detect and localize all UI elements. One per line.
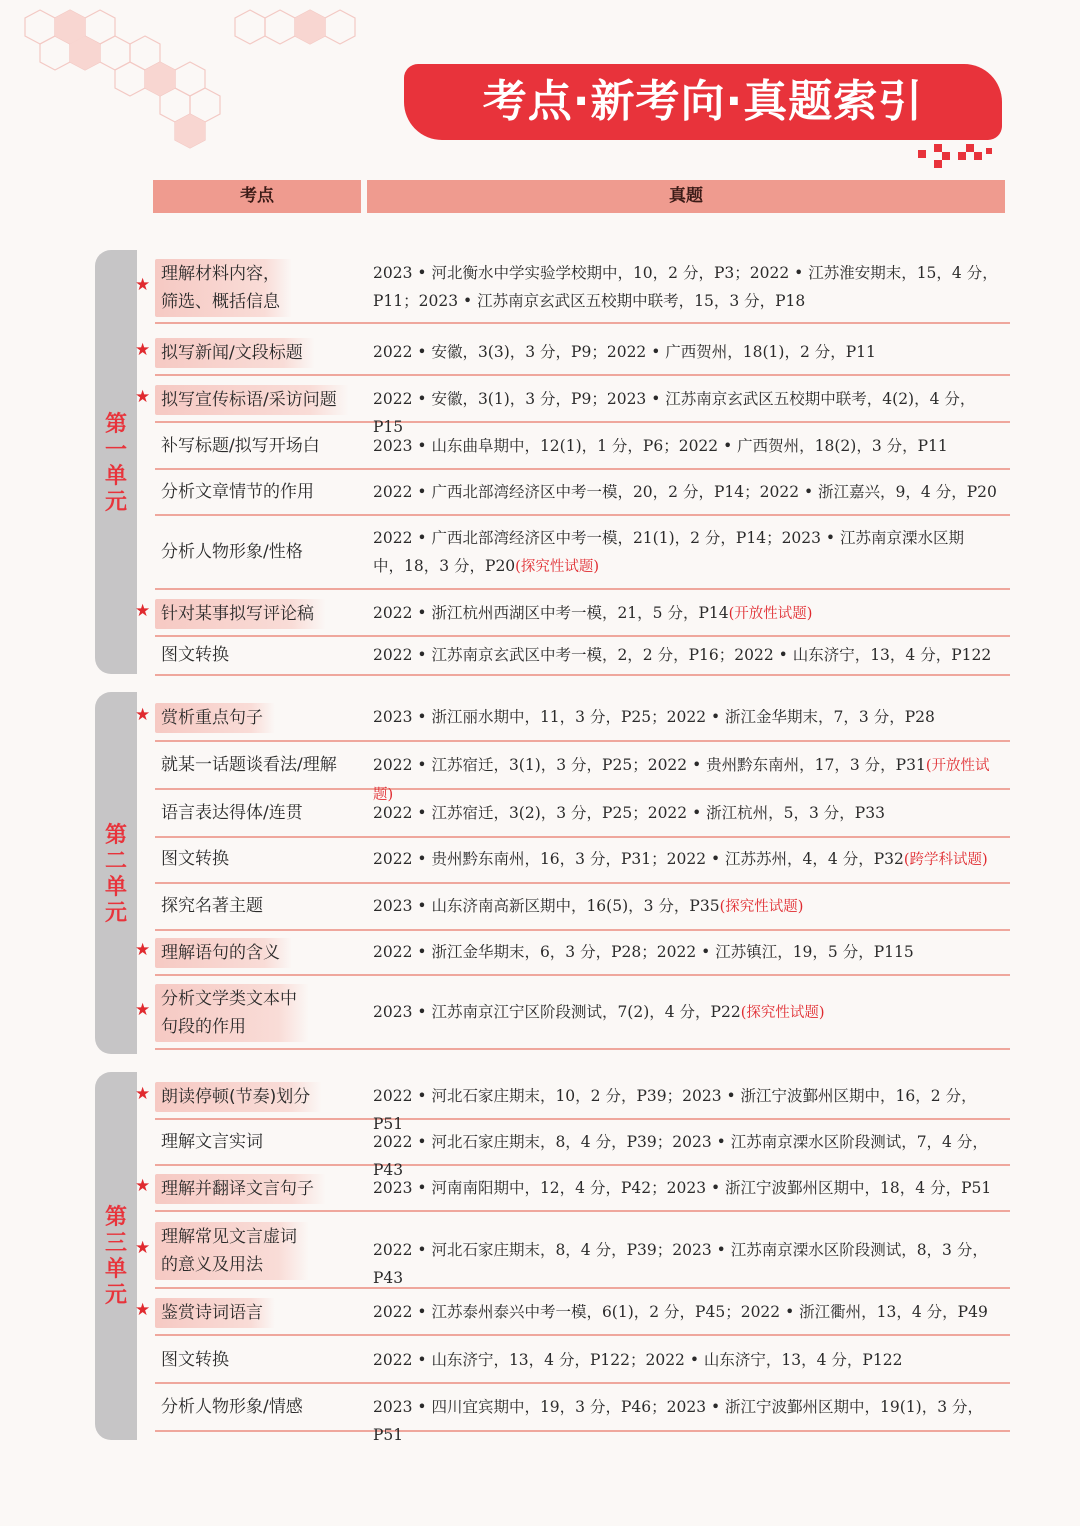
source-text: 2022 • 江苏泰州泰兴中考一模，6(1)，2 分，P45；2022 • 浙江衢州，13，4 分，P49	[373, 1303, 988, 1321]
topic-text: 探究名著主题	[161, 896, 263, 916]
table-row	[155, 742, 1010, 803]
topic-text: 的意义及用法	[161, 1255, 263, 1275]
topic-cell	[155, 641, 355, 669]
topic-cell	[155, 538, 355, 566]
table-row	[155, 1384, 1010, 1444]
topic-cell	[155, 432, 355, 460]
column-header-source: 真题	[367, 180, 1005, 213]
source-text: 2022 • 贵州黔东南州，16，3 分，P31；2022 • 江苏苏州，4，4 分，P32	[373, 850, 904, 868]
topic-text: 补写标题/拟写开场白	[161, 435, 320, 456]
source-text: 2022 • 江苏南京玄武区中考一模，2，2 分，P16；2022 • 山东济宁，13，4 分，P122	[373, 646, 992, 664]
source-cell	[373, 641, 1003, 669]
topic-cell	[155, 1346, 355, 1374]
source-cell	[373, 259, 1003, 315]
table-row	[155, 883, 1010, 931]
question-type-tag: (探究性试题)	[719, 899, 804, 915]
source-cell	[373, 799, 1003, 827]
source-text: 2022 • 浙江杭州西湖区中考一模，21，5 分，P14	[373, 604, 729, 622]
question-type-tag: (探究性试题)	[515, 559, 599, 575]
topic-text: 就某一话题谈看法/理解	[161, 755, 337, 775]
topic-text: 针对某事拟写评论稿	[161, 604, 314, 624]
topic-text: 图文转换	[161, 645, 229, 665]
topic-cell	[155, 385, 355, 415]
source-text: 2022 • 江苏宿迁，3(1)，3 分，P25；2022 • 贵州黔东南州，17，3 分，P31	[373, 756, 926, 774]
table-row	[135, 1290, 1010, 1336]
topic-text: 理解材料内容，	[161, 264, 280, 284]
source-cell	[373, 1174, 1003, 1202]
source-cell	[373, 938, 1003, 966]
star-icon: ★	[135, 386, 151, 407]
table-row	[135, 1074, 1010, 1133]
source-text: 2022 • 河北石家庄期末，8，4 分，P39；2023 • 江苏南京溧水区阶段测试，7，4 分，P43	[373, 1133, 988, 1179]
topic-text: 语言表达得体/连贯	[161, 803, 303, 823]
table-row	[155, 790, 1010, 838]
unit-label-1: 第 一 单 元	[104, 412, 127, 515]
topic-cell	[155, 1393, 355, 1421]
table-row	[135, 976, 1010, 1050]
topic-text: 理解常见文言虚词	[161, 1227, 297, 1247]
table-row	[155, 836, 1010, 884]
source-text: 2022 • 广西北部湾经济区中考一模，21(1)，2 分，P14；2023 • 江苏南京溧水区期	[373, 529, 965, 547]
table-row	[155, 423, 1010, 470]
star-icon: ★	[135, 1000, 151, 1020]
source-cell	[373, 1298, 1003, 1326]
topic-text: 图文转换	[161, 849, 229, 869]
star-icon: ★	[135, 601, 151, 621]
star-icon: ★	[135, 275, 151, 295]
source-text: P11；2023 • 江苏南京玄武区五校期中联考，15，3 分，P18	[373, 292, 806, 310]
topic-cell	[155, 703, 355, 733]
table-row	[155, 636, 1010, 676]
star-icon: ★	[135, 340, 151, 360]
source-cell	[373, 1346, 1003, 1374]
topic-text: 理解语句的含义	[161, 942, 280, 963]
topic-cell	[155, 845, 355, 873]
topic-text: 拟写新闻/文段标题	[161, 343, 303, 363]
table-row	[135, 591, 1010, 637]
topic-text: 图文转换	[161, 1350, 229, 1370]
topic-cell	[155, 938, 355, 968]
topic-cell	[155, 1298, 355, 1328]
star-icon: ★	[135, 705, 151, 725]
source-cell	[373, 998, 1003, 1027]
source-text: 2022 • 广西北部湾经济区中考一模，20，2 分，P14；2022 • 浙江嘉兴，9，4 分，P20	[373, 482, 997, 501]
unit-label-3: 第 三 单 元	[104, 1205, 127, 1308]
source-cell	[373, 1236, 1003, 1292]
table-row	[135, 330, 1010, 376]
source-cell	[373, 845, 1003, 874]
source-cell	[373, 524, 1003, 581]
table-row	[135, 929, 1010, 976]
source-text: 2022 • 江苏宿迁，3(2)，3 分，P25；2022 • 浙江杭州，5，3 分，P33	[373, 804, 885, 822]
source-text: 2022 • 安徽，3(3)，3 分，P9；2022 • 广西贺州，18(1)，2 分，P11	[373, 343, 876, 361]
topic-text: 分析人物形象/情感	[161, 1397, 303, 1417]
source-text: 中，18，3 分，P20	[373, 557, 516, 575]
source-text: 2023 • 江苏南京江宁区阶段测试，7(2)，4 分，P22	[373, 1003, 741, 1021]
star-icon: ★	[135, 1176, 151, 1196]
source-cell	[373, 478, 1003, 506]
star-icon: ★	[135, 1238, 151, 1258]
table-row	[155, 1120, 1010, 1179]
table-row	[135, 1166, 1010, 1212]
topic-text: 理解并翻译文言句子	[161, 1179, 314, 1199]
topic-cell	[155, 1222, 355, 1280]
source-cell	[373, 703, 1003, 731]
question-type-tag: (开放性试题)	[728, 606, 813, 622]
source-text: 2023 • 四川宜宾期中，19，3 分，P46；2023 • 浙江宁波鄞州区期中，19(1)，3 分，P51	[373, 1398, 984, 1444]
source-cell	[373, 1393, 1003, 1449]
table-row	[135, 1213, 1010, 1289]
source-text: 2023 • 河北衡水中学实验学校期中，10，2 分，P3；2022 • 江苏淮安期末，15，4 分，	[373, 264, 998, 282]
topic-cell	[155, 478, 355, 506]
source-text: 2023 • 山东济南高新区期中，16(5)，3 分，P35	[373, 897, 720, 915]
source-text: 2022 • 浙江金华期末，6，3 分，P28；2022 • 江苏镇江，19，5 分，P115	[373, 942, 914, 961]
unit-label-2: 第 二 单 元	[104, 823, 127, 926]
topic-text: 句段的作用	[161, 1017, 246, 1037]
question-type-tag: (跨学科试题)	[903, 852, 988, 868]
source-text: 2022 • 河北石家庄期末，10，2 分，P39；2023 • 浙江宁波鄞州区期中，16，2 分，P51	[373, 1087, 977, 1133]
source-cell	[373, 599, 1003, 628]
source-text: 2022 • 山东济宁，13，4 分，P122；2022 • 山东济宁，13，4 分，P122	[373, 1351, 903, 1369]
question-type-tag: (开放性试题)	[373, 758, 990, 803]
topic-cell	[155, 259, 355, 317]
topic-text: 理解文言实词	[161, 1132, 263, 1152]
table-row	[135, 694, 1010, 742]
topic-text: 鉴赏诗词语言	[161, 1303, 263, 1323]
topic-text: 分析人物形象/性格	[161, 542, 303, 562]
source-text: 2023 • 山东曲阜期中，12(1)，1 分，P6；2022 • 广西贺州，18(2)，3 分，P11	[373, 436, 948, 455]
column-header-topic: 考点	[153, 180, 361, 213]
topic-cell	[155, 984, 355, 1042]
topic-cell	[155, 892, 355, 920]
source-text: 2023 • 河南南阳期中，12，4 分，P42；2023 • 浙江宁波鄞州区期中，18，4 分，P51	[373, 1179, 992, 1197]
table-row	[135, 252, 1010, 324]
topic-cell	[155, 1082, 355, 1112]
source-cell	[373, 432, 1003, 460]
star-icon: ★	[135, 1084, 151, 1104]
source-text: 2022 • 安徽，3(1)，3 分，P9；2023 • 江苏南京玄武区五校期中联考，4(2)，4 分，P15	[373, 389, 976, 436]
hexagon-pattern-decoration	[0, 0, 400, 170]
page-title: 考点·新考向·真题索引	[404, 64, 1002, 140]
table-row	[155, 469, 1010, 516]
question-type-tag: (探究性试题)	[740, 1005, 825, 1021]
source-text: 2023 • 浙江丽水期中，11，3 分，P25；2022 • 浙江金华期末，7，3 分，P28	[373, 708, 935, 726]
table-row	[155, 1338, 1010, 1384]
source-text: 2022 • 河北石家庄期末，8，4 分，P39；2023 • 江苏南京溧水区阶段测试，8，3 分，P43	[373, 1241, 988, 1287]
topic-cell	[155, 751, 355, 779]
topic-cell	[155, 1128, 355, 1156]
source-cell	[373, 338, 1003, 366]
source-cell	[373, 892, 1003, 921]
topic-cell	[155, 599, 355, 629]
topic-text: 分析文章情节的作用	[161, 481, 314, 502]
topic-text: 分析文学类文本中	[161, 989, 297, 1009]
star-icon: ★	[135, 1300, 151, 1320]
topic-cell	[155, 1174, 355, 1204]
table-row	[135, 376, 1010, 436]
topic-text: 拟写宣传标语/采访问题	[161, 389, 337, 410]
square-pattern-decoration	[912, 140, 1002, 180]
topic-text: 筛选、概括信息	[161, 292, 280, 312]
topic-text: 赏析重点句子	[161, 708, 263, 728]
topic-cell	[155, 799, 355, 827]
topic-cell	[155, 338, 355, 368]
star-icon: ★	[135, 939, 151, 960]
topic-text: 朗读停顿(节奏)划分	[161, 1087, 311, 1107]
table-row	[155, 516, 1010, 590]
